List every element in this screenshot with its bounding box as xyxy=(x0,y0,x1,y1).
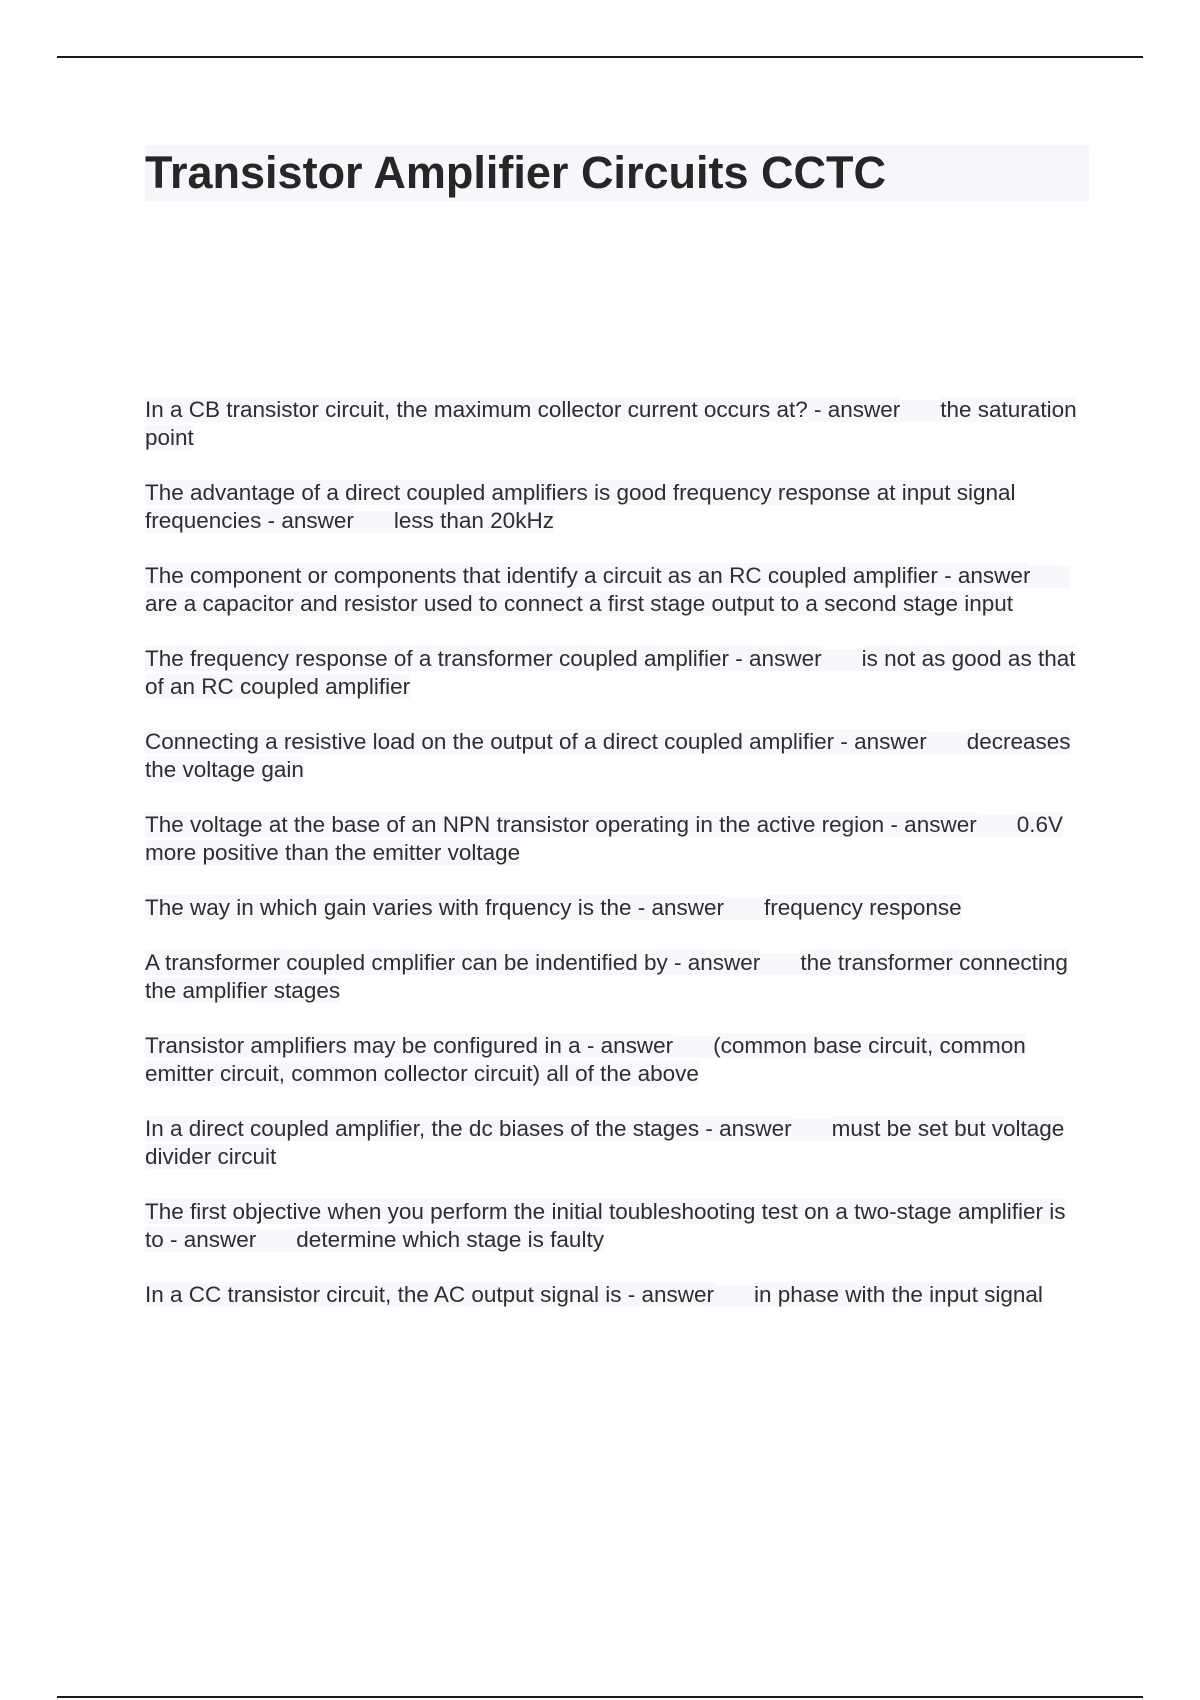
question-text: The component or components that identify a circuit as an RC coupled amplifier - answer xyxy=(145,563,1031,588)
answer-text: frequency response xyxy=(764,895,962,920)
question-text: Transistor amplifiers may be configured in a - answer xyxy=(145,1033,674,1058)
question-text: The way in which gain varies with frquency is the - answer xyxy=(145,895,725,920)
answer-text: the saturation point xyxy=(145,397,1077,450)
qa-item xyxy=(145,728,1089,784)
title-block xyxy=(145,145,1089,201)
qa-item xyxy=(145,562,1089,618)
qa-item xyxy=(145,811,1089,867)
question-text: The first objective when you perform the initial toubleshooting test on a two-stage amplifier is to - answer xyxy=(145,1199,1066,1252)
answer-text: the transformer connecting the amplifier stages xyxy=(145,950,1068,1003)
qa-item xyxy=(145,1032,1089,1088)
question-text: In a direct coupled amplifier, the dc biases of the stages - answer xyxy=(145,1116,792,1141)
qa-list xyxy=(145,396,1089,1336)
answer-text: in phase with the input signal xyxy=(753,1282,1043,1307)
question-text: In a CC transistor circuit, the AC output signal is - answer xyxy=(145,1282,714,1307)
qa-item xyxy=(145,479,1089,535)
question-text: A transformer coupled cmplifier can be indentified by - answer xyxy=(145,950,761,975)
question-text: The advantage of a direct coupled amplifiers is good frequency response at input signal frequencies - answer xyxy=(145,480,1016,533)
answer-text: 0.6V more positive than the emitter voltage xyxy=(145,812,1064,865)
question-text: In a CB transistor circuit, the maximum collector current occurs at? - answer xyxy=(145,397,901,422)
answer-text: decreases the voltage gain xyxy=(145,729,1071,782)
page-title: Transistor Amplifier Circuits CCTC xyxy=(145,147,886,198)
answer-text: must be set but voltage divider circuit xyxy=(145,1116,1065,1169)
answer-text: less than 20kHz xyxy=(393,508,554,533)
question-text: The voltage at the base of an NPN transistor operating in the active region - answer xyxy=(145,812,977,837)
qa-item xyxy=(145,396,1089,452)
answer-text: are a capacitor and resistor used to connect a first stage output to a second stage input xyxy=(145,591,1014,616)
answer-text: determine which stage is faulty xyxy=(296,1227,604,1252)
answer-text: (common base circuit, common emitter circuit, common collector circuit) all of the above xyxy=(145,1033,1026,1086)
qa-item xyxy=(145,1115,1089,1171)
question-text: Connecting a resistive load on the output of a direct coupled amplifier - answer xyxy=(145,729,927,754)
qa-item xyxy=(145,949,1089,1005)
bottom-rule xyxy=(57,1696,1143,1698)
question-text: The frequency response of a transformer coupled amplifier - answer xyxy=(145,646,822,671)
qa-item xyxy=(145,1281,1089,1309)
top-rule xyxy=(57,56,1143,58)
qa-item xyxy=(145,645,1089,701)
qa-item xyxy=(145,1198,1089,1254)
answer-text: is not as good as that of an RC coupled amplifier xyxy=(145,646,1076,699)
qa-item xyxy=(145,894,1089,922)
